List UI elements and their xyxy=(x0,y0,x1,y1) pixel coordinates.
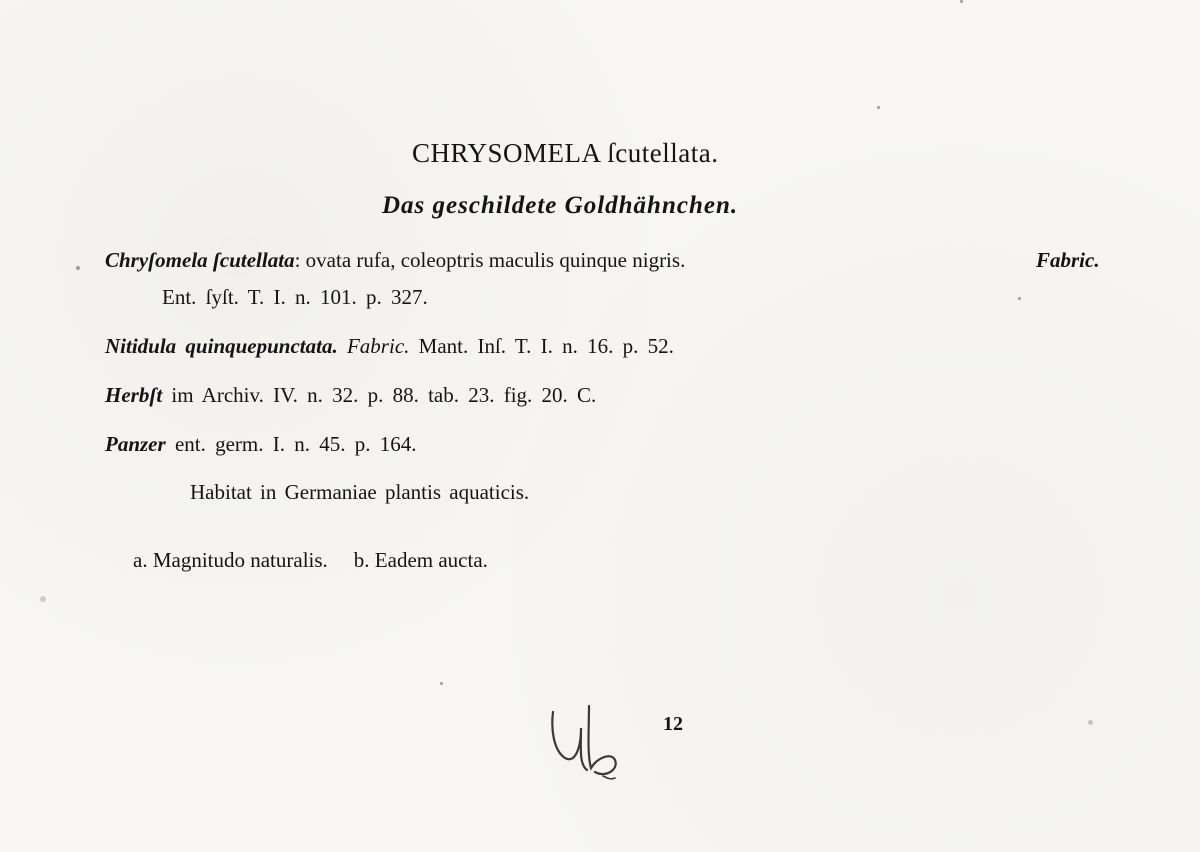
reference-citation: im Archiv. IV. n. 32. p. 88. tab. 23. fig. 20. C. xyxy=(171,383,597,407)
synonym-entry-1 xyxy=(105,248,685,273)
author-name: Panzer xyxy=(105,432,166,456)
species-description: : ovata rufa, coleoptris maculis quinque nigris. xyxy=(294,248,686,272)
scan-speck xyxy=(1018,297,1021,300)
page-subtitle: Das geschildete Goldhähnchen. xyxy=(382,192,739,219)
scan-speck xyxy=(40,596,46,602)
scan-speck xyxy=(877,106,880,109)
reference-author: Fabric. xyxy=(1036,248,1100,272)
species-name: Chryſomela ſcutellata xyxy=(105,248,295,272)
page-title: CHRYSOMELA ſcutellata. xyxy=(412,138,719,168)
handwritten-signature xyxy=(545,698,625,782)
species-name: Nitidula quinquepunctata. xyxy=(105,334,338,358)
scan-speck xyxy=(1088,720,1093,725)
reference-citation: Ent. ſyſt. T. I. n. 101. p. 327. xyxy=(162,285,428,309)
synonym-entry-2 xyxy=(105,334,674,359)
scan-speck xyxy=(960,0,963,3)
page-number: 12 xyxy=(663,713,683,735)
habitat-note: Habitat in Germaniae plantis aquaticis. xyxy=(190,480,530,504)
synonym-entry-4 xyxy=(105,432,416,457)
figure-caption xyxy=(133,548,488,573)
reference-citation: ent. germ. I. n. 45. p. 164. xyxy=(174,432,417,456)
scan-speck xyxy=(76,266,80,270)
caption-a: a. Magnitudo naturalis. xyxy=(133,548,328,572)
reference-citation: Mant. Inſ. T. I. n. 16. p. 52. xyxy=(418,334,674,358)
scan-speck xyxy=(440,682,443,685)
caption-b: b. Eadem aucta. xyxy=(353,548,488,572)
synonym-entry-3 xyxy=(105,383,596,408)
reference-author: Fabric. xyxy=(346,334,410,358)
author-name: Herbſt xyxy=(105,383,163,407)
